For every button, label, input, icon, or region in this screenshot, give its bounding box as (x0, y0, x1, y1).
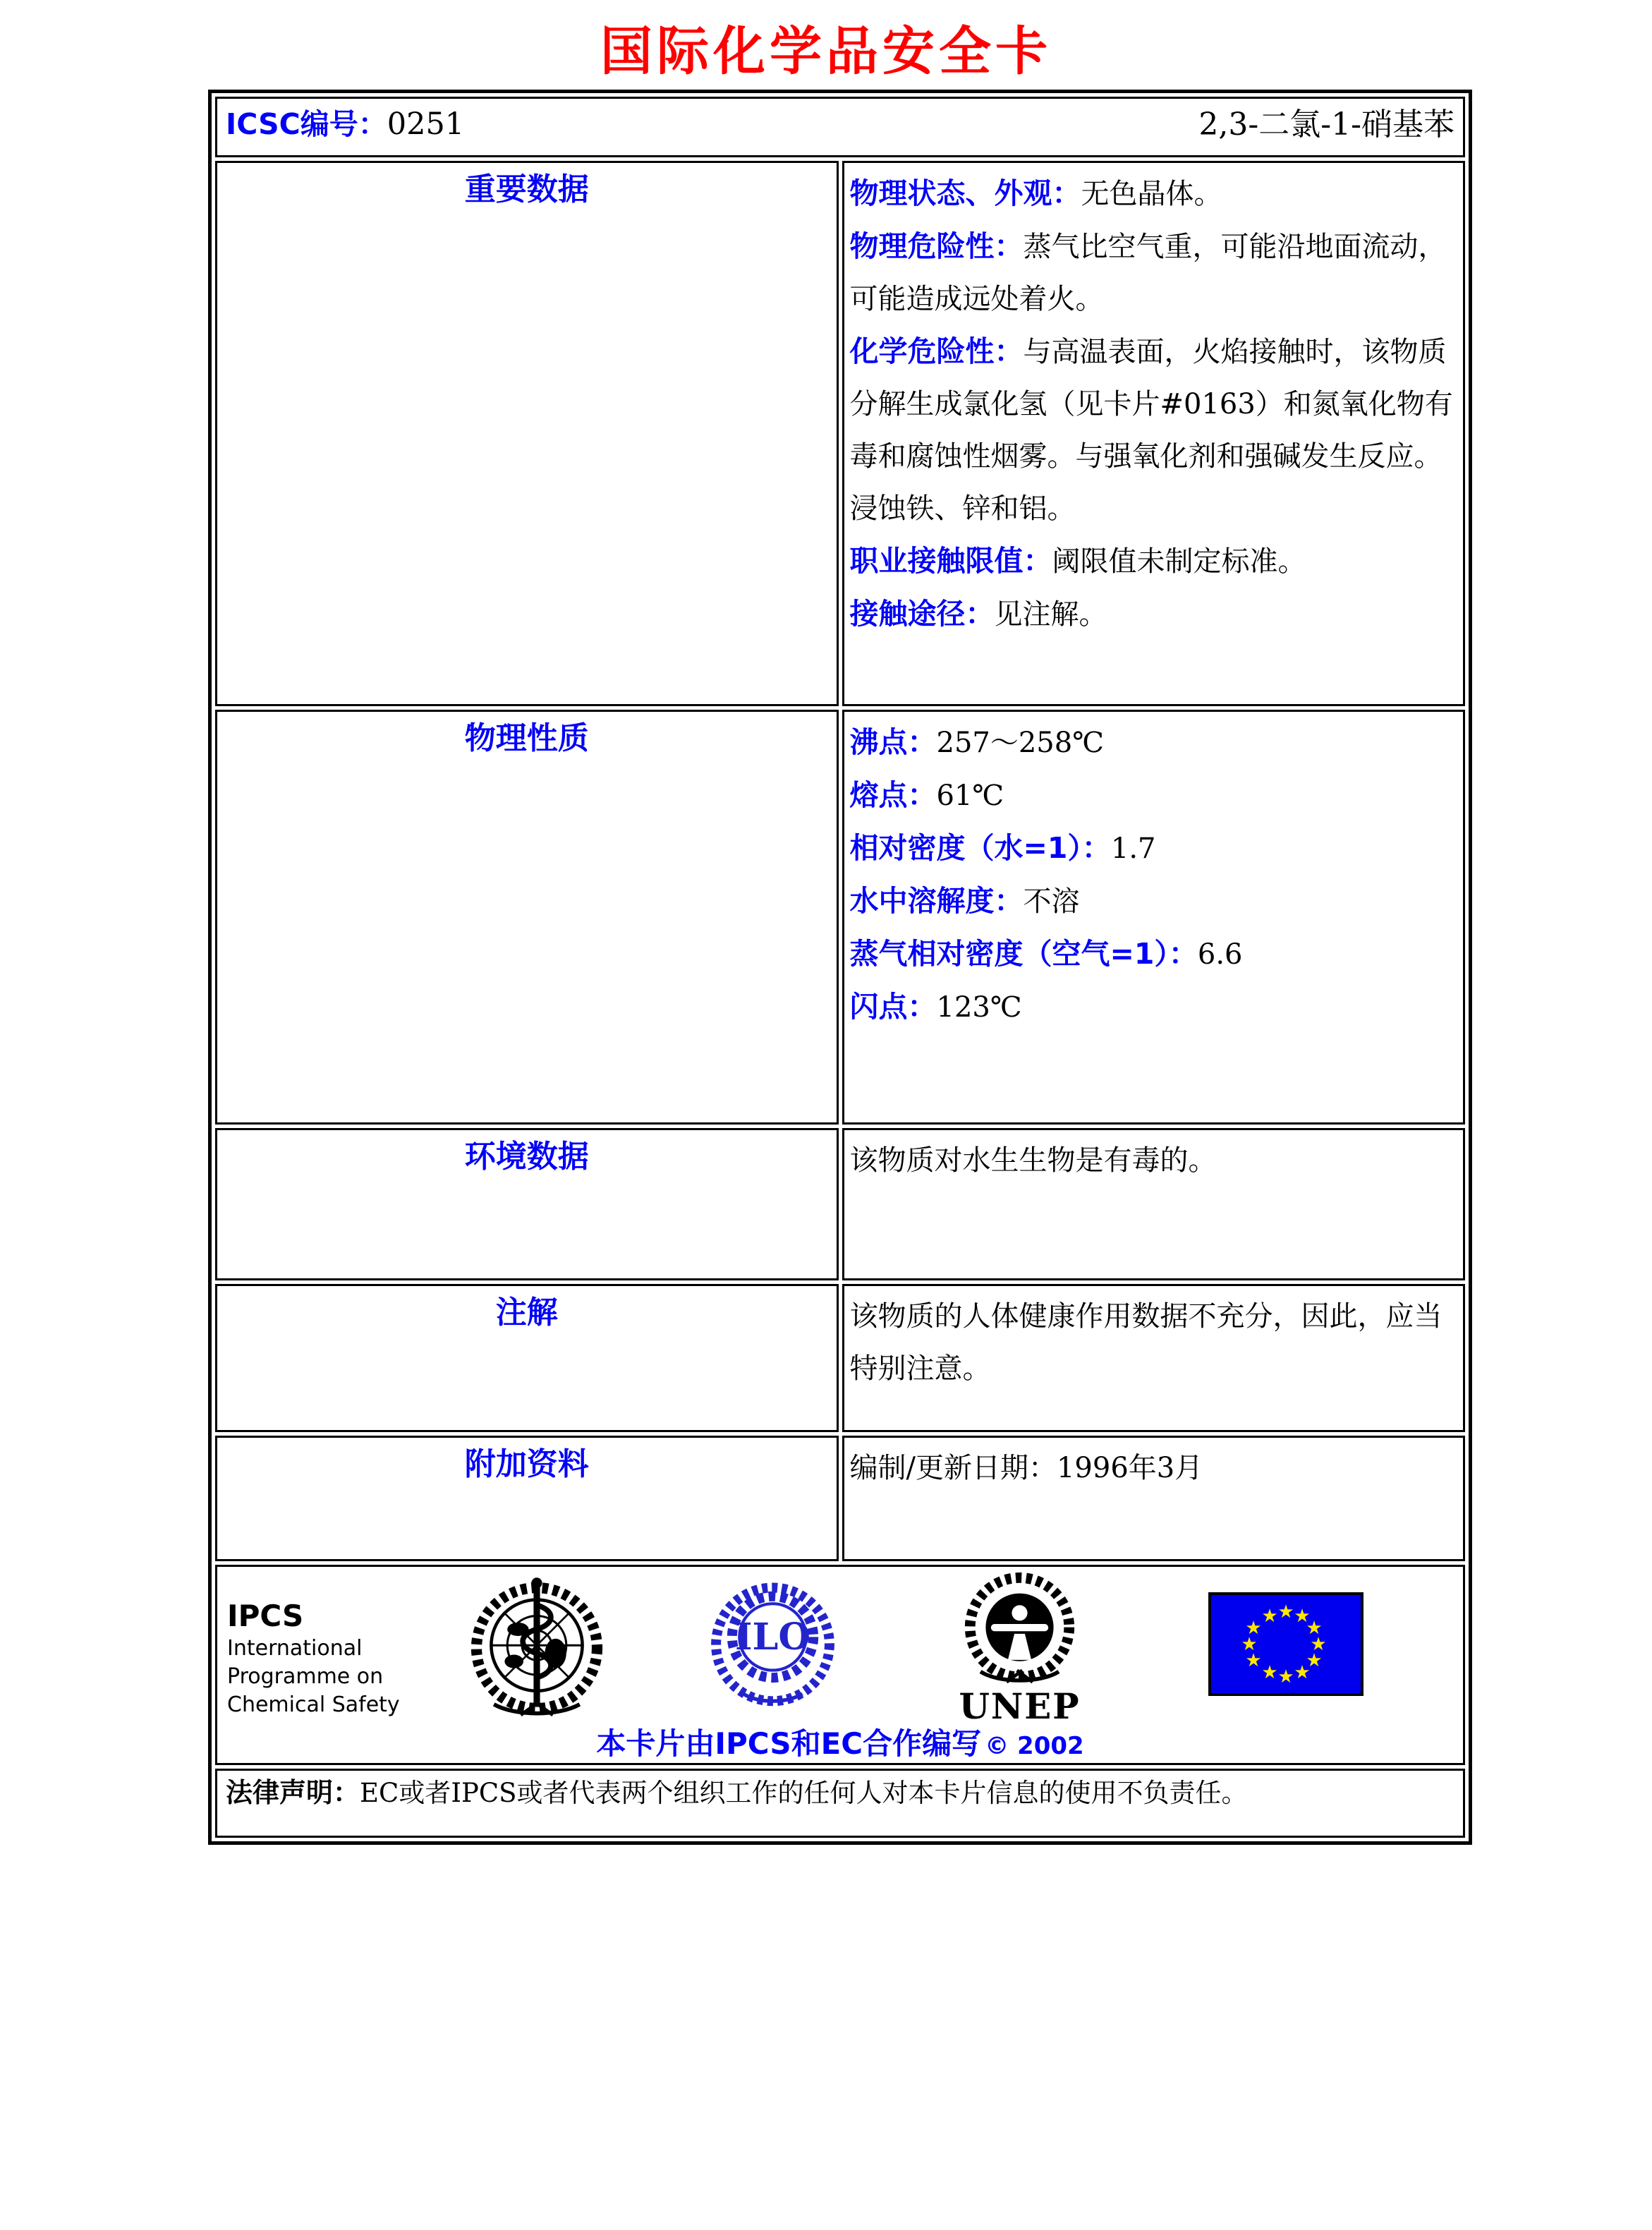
field-melting-point: 熔点：61℃ (849, 778, 1004, 812)
additional-info-row (215, 1436, 1465, 1561)
icsc-card-table (208, 90, 1472, 1845)
additional-info-content (842, 1436, 1466, 1561)
svg-text:★: ★ (1241, 1634, 1258, 1655)
field-vapor-density: 蒸气相对密度（空气=1）：6.6 (849, 937, 1243, 971)
physical-properties-content (842, 710, 1466, 1125)
environmental-data-row (215, 1128, 1465, 1280)
notes-content (842, 1284, 1466, 1432)
header-row (215, 97, 1465, 157)
physical-properties-row (215, 710, 1465, 1125)
important-data-content (842, 161, 1466, 706)
ipcs-text-block: IPCS International Programme on Chemical Safety (227, 1599, 400, 1717)
svg-text:★: ★ (1306, 1650, 1323, 1671)
svg-text:★: ★ (1245, 1650, 1262, 1671)
icsc-number-field (226, 101, 464, 143)
field-physical-hazard: 物理危险性：蒸气比空气重，可能沿地面流动，可能造成远处着火。 (849, 229, 1447, 315)
section-label-important-data: 重要数据 (215, 161, 839, 706)
ipcs-acronym: IPCS (227, 1599, 304, 1633)
svg-text:★: ★ (1306, 1618, 1323, 1639)
icsc-number-value: 0251 (387, 106, 465, 142)
section-label-environmental-data: 环境数据 (215, 1128, 839, 1280)
svg-text:★: ★ (1277, 1601, 1294, 1623)
chemical-name: 2,3-二氯-1-硝基苯 (1198, 107, 1454, 143)
svg-text:★: ★ (1277, 1666, 1294, 1687)
svg-text:★: ★ (1310, 1634, 1327, 1655)
environmental-data-text: 该物质对水生生物是有毒的。 (849, 1144, 1217, 1177)
page-title: 国际化学品安全卡 (600, 21, 1052, 82)
field-update-date: 编制/更新日期：1996年3月 (849, 1452, 1203, 1484)
svg-text:★: ★ (1261, 1662, 1278, 1683)
section-label-notes: 注解 (215, 1284, 839, 1432)
caption-copyright: © 2002 (985, 1732, 1084, 1760)
unep-logo-icon (954, 1572, 1085, 1728)
ilo-logo-icon (711, 1575, 834, 1722)
svg-text:★: ★ (1294, 1606, 1311, 1627)
notes-row (215, 1284, 1465, 1432)
field-boiling-point: 沸点：257～258℃ (849, 725, 1104, 759)
field-exposure-route: 接触途径：见注解。 (849, 597, 1107, 631)
important-data-row (215, 161, 1465, 706)
field-flash-point: 闪点：123℃ (849, 990, 1022, 1024)
field-occupational-limit: 职业接触限值：阈限值未制定标准。 (849, 544, 1306, 578)
field-physical-state: 物理状态、外观：无色晶体。 (849, 176, 1222, 210)
field-chemical-hazard: 化学危险性：与高温表面，火焰接触时，该物质分解生成氯化氢（见卡片#0163）和氮氧化物有毒和腐蚀性烟雾。与强氧化剂和强碱发生反应。浸蚀铁、锌和铝。 (849, 334, 1453, 525)
icsc-number-label: ICSC编号： (226, 107, 387, 141)
field-relative-density: 相对密度（水=1）：1.7 (849, 831, 1156, 865)
legal-notice-label: 法律声明： (226, 1777, 360, 1808)
environmental-data-content (842, 1128, 1466, 1280)
notes-text: 该物质的人体健康作用数据不充分，因此，应当特别注意。 (849, 1300, 1443, 1385)
eu-flag-icon (1208, 1592, 1363, 1696)
unep-logo-text: UNEP (959, 1685, 1081, 1728)
section-label-additional-info: 附加资料 (215, 1436, 839, 1561)
field-water-solubility: 水中溶解度：不溶 (849, 884, 1080, 918)
svg-text:★: ★ (1294, 1662, 1311, 1683)
footer-row (215, 1565, 1465, 1765)
section-label-physical-properties: 物理性质 (215, 710, 839, 1125)
svg-text:★: ★ (1245, 1618, 1262, 1639)
legal-row (215, 1769, 1465, 1838)
caption-text: 本卡片由IPCS和EC合作编写 (596, 1726, 982, 1761)
footer-caption (217, 1721, 1463, 1763)
svg-text:★: ★ (1261, 1606, 1278, 1627)
ilo-logo-text: ILO (734, 1615, 811, 1659)
legal-notice-text: EC或者IPCS或者代表两个组织工作的任何人对本卡片信息的使用不负责任。 (360, 1778, 1248, 1808)
who-logo-icon (470, 1575, 604, 1722)
